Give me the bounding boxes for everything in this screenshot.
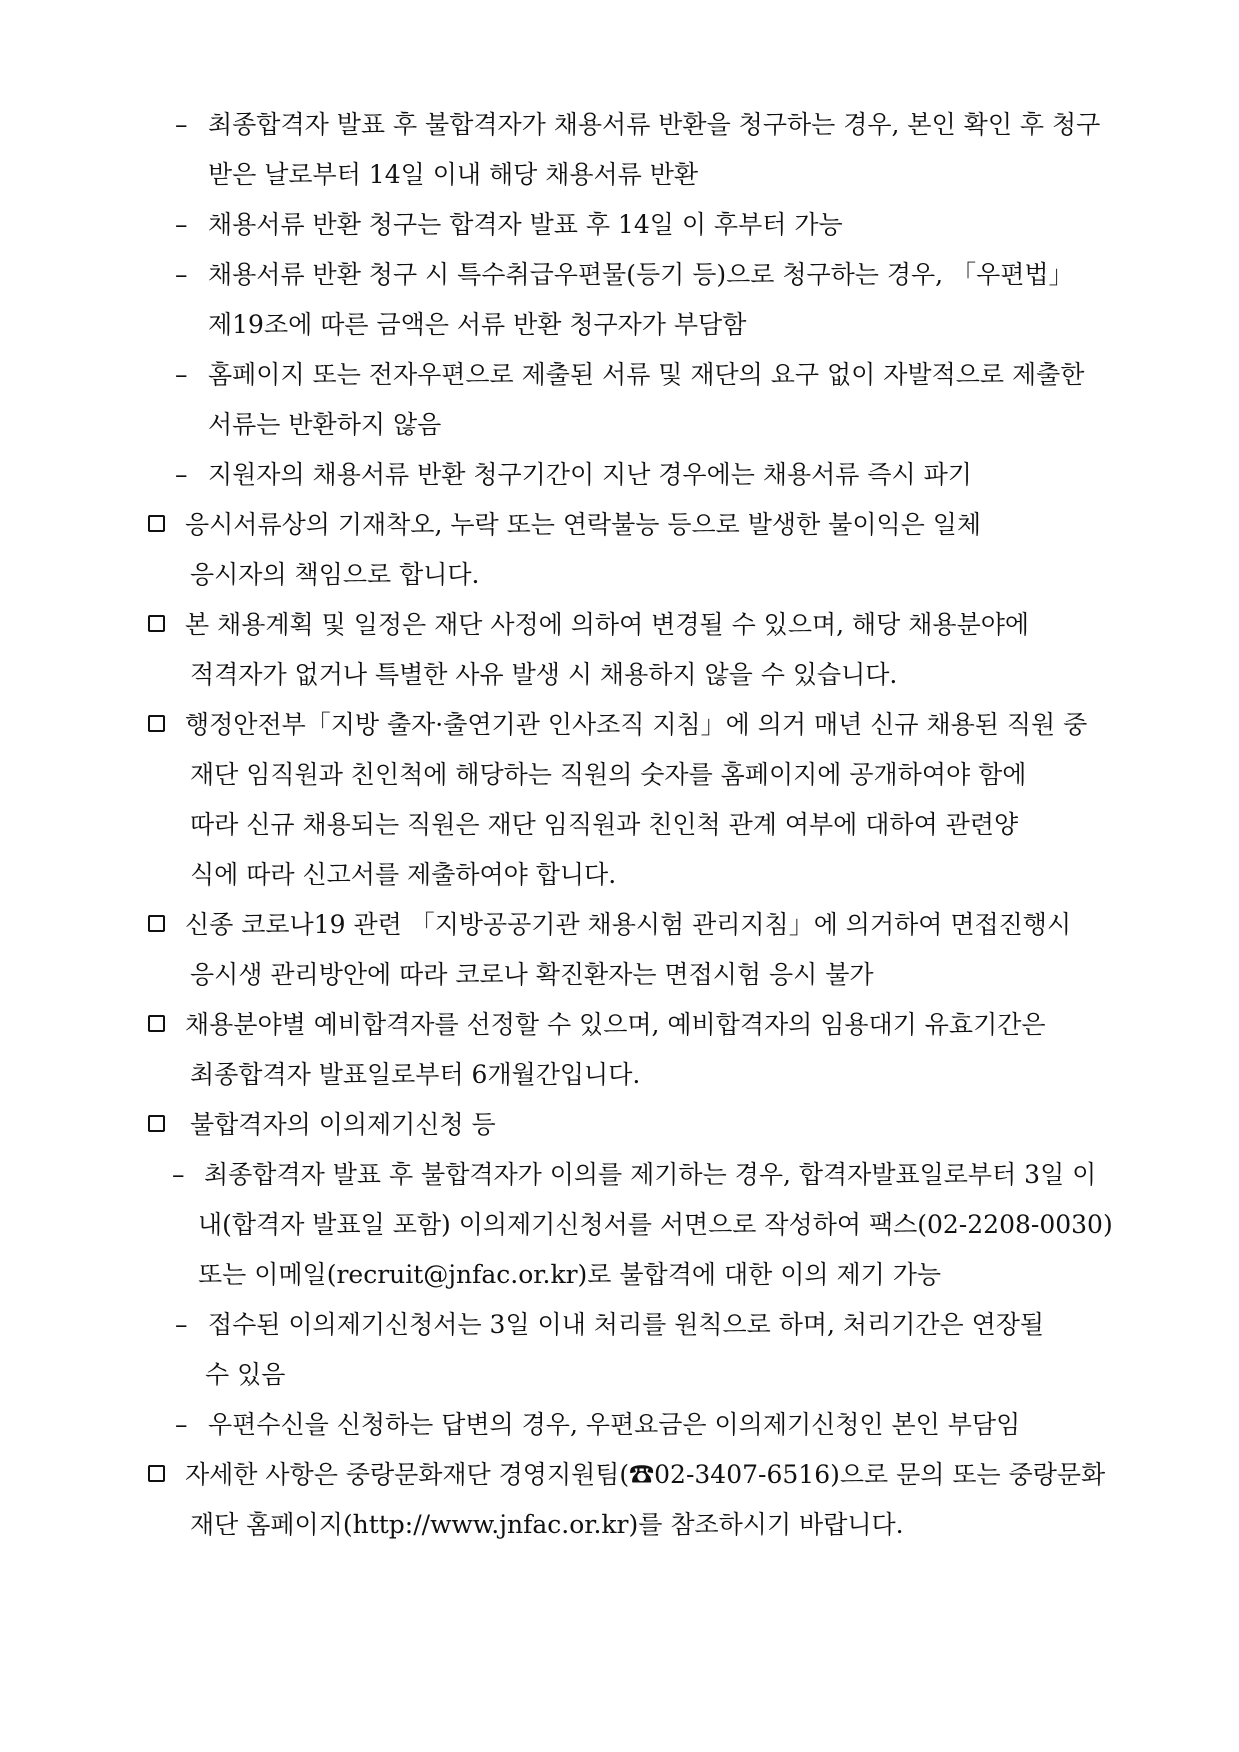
dash-bullet: – (175, 210, 188, 239)
dash-bullet: – (175, 360, 188, 389)
body-text-line: 최종합격자 발표 후 불합격자가 이의를 제기하는 경우, 합격자발표일로부터 3일 이 (204, 1160, 1097, 1189)
body-text-line: 채용서류 반환 청구는 합격자 발표 후 14일 이 후부터 가능 (208, 210, 843, 239)
checkbox-square-icon (148, 1465, 165, 1482)
body-text-line: 최종합격자 발표 후 불합격자가 채용서류 반환을 청구하는 경우, 본인 확인 후 청구 (208, 110, 1101, 139)
dash-item-continuation (0, 155, 1239, 195)
dash-item (0, 1405, 1239, 1445)
body-text-line: 최종합격자 발표일로부터 6개월간입니다. (190, 1060, 641, 1089)
box-item-continuation (0, 955, 1239, 995)
body-text-line: 응시생 관리방안에 따라 코로나 확진환자는 면접시험 응시 불가 (190, 960, 874, 989)
body-text-line: 받은 날로부터 14일 이내 해당 채용서류 반환 (208, 160, 699, 189)
body-text-line: 또는 이메일(recruit@jnfac.or.kr)로 불합격에 대한 이의 제기 가능 (198, 1260, 941, 1289)
dash-bullet: – (175, 110, 188, 139)
dash-item-continuation (0, 1255, 1239, 1295)
dash-bullet: – (175, 1410, 188, 1439)
dash-item (0, 1305, 1239, 1345)
dash-bullet: – (175, 460, 188, 489)
dash-item (0, 1155, 1239, 1195)
body-text-line: 채용서류 반환 청구 시 특수취급우편물(등기 등)으로 청구하는 경우, 「우편법」 (208, 260, 1074, 289)
body-text-line: 서류는 반환하지 않음 (208, 410, 442, 439)
body-text-line: 접수된 이의제기신청서는 3일 이내 처리를 원칙으로 하며, 처리기간은 연장될 (208, 1310, 1045, 1339)
body-text-line: 제19조에 따른 금액은 서류 반환 청구자가 부담함 (208, 310, 747, 339)
box-item-continuation (0, 855, 1239, 895)
box-item-continuation (0, 1055, 1239, 1095)
body-text-line: 행정안전부「지방 출자·출연기관 인사조직 지침」에 의거 매년 신규 채용된 직원 중 (185, 710, 1088, 739)
dash-item-continuation (0, 1205, 1239, 1245)
box-item (0, 1455, 1239, 1495)
box-item-continuation (0, 655, 1239, 695)
box-item (0, 1005, 1239, 1045)
body-text-line: 따라 신규 채용되는 직원은 재단 임직원과 친인척 관계 여부에 대하여 관련양 (190, 810, 1019, 839)
box-item (0, 705, 1239, 745)
box-item-continuation (0, 1505, 1239, 1545)
dash-item (0, 255, 1239, 295)
body-text-line: 재단 임직원과 친인척에 해당하는 직원의 숫자를 홈페이지에 공개하여야 함에 (190, 760, 1027, 789)
box-item (0, 605, 1239, 645)
body-text-line: 홈페이지 또는 전자우편으로 제출된 서류 및 재단의 요구 없이 자발적으로 제출한 (208, 360, 1085, 389)
body-text-line: 식에 따라 신고서를 제출하여야 합니다. (190, 860, 617, 889)
body-text-line: 적격자가 없거나 특별한 사유 발생 시 채용하지 않을 수 있습니다. (190, 660, 898, 689)
dash-item (0, 105, 1239, 145)
body-text-line: 응시자의 책임으로 합니다. (190, 560, 480, 589)
body-text-line: 수 있음 (205, 1360, 286, 1389)
checkbox-square-icon (148, 515, 165, 532)
checkbox-square-icon (148, 715, 165, 732)
checkbox-square-icon (148, 615, 165, 632)
box-item-continuation (0, 555, 1239, 595)
checkbox-square-icon (148, 1115, 165, 1132)
body-text-line: 채용분야별 예비합격자를 선정할 수 있으며, 예비합격자의 임용대기 유효기간은 (185, 1010, 1046, 1039)
box-item (0, 1105, 1239, 1145)
box-item (0, 505, 1239, 545)
box-item-continuation (0, 805, 1239, 845)
dash-item-continuation (0, 305, 1239, 345)
dash-item-continuation (0, 405, 1239, 445)
dash-item (0, 355, 1239, 395)
body-text-line: 불합격자의 이의제기신청 등 (190, 1110, 496, 1139)
dash-bullet: – (175, 260, 188, 289)
dash-item (0, 205, 1239, 245)
body-text-line: 내(합격자 발표일 포함) 이의제기신청서를 서면으로 작성하여 팩스(02-2208-0030) (198, 1210, 1113, 1239)
body-text-line: 신종 코로나19 관련 「지방공공기관 채용시험 관리지침」에 의거하여 면접진행시 (185, 910, 1072, 939)
body-text-line: 응시서류상의 기재착오, 누락 또는 연락불능 등으로 발생한 불이익은 일체 (185, 510, 982, 539)
checkbox-square-icon (148, 915, 165, 932)
body-text-line: 우편수신을 신청하는 답변의 경우, 우편요금은 이의제기신청인 본인 부담임 (208, 1410, 1021, 1439)
box-item-continuation (0, 755, 1239, 795)
checkbox-square-icon (148, 1015, 165, 1032)
dash-item-continuation (0, 1355, 1239, 1395)
body-text-line: 본 채용계획 및 일정은 재단 사정에 의하여 변경될 수 있으며, 해당 채용분야에 (185, 610, 1030, 639)
body-text-line: 지원자의 채용서류 반환 청구기간이 지난 경우에는 채용서류 즉시 파기 (208, 460, 972, 489)
body-text-line: 재단 홈페이지(http://www.jnfac.or.kr)를 참조하시기 바랍니다. (190, 1510, 904, 1539)
box-item (0, 905, 1239, 945)
body-text-line: 자세한 사항은 중랑문화재단 경영지원팀(☎02-3407-6516)으로 문의 또는 중랑문화 (185, 1460, 1106, 1489)
dash-bullet: – (172, 1160, 185, 1189)
dash-item (0, 455, 1239, 495)
dash-bullet: – (175, 1310, 188, 1339)
